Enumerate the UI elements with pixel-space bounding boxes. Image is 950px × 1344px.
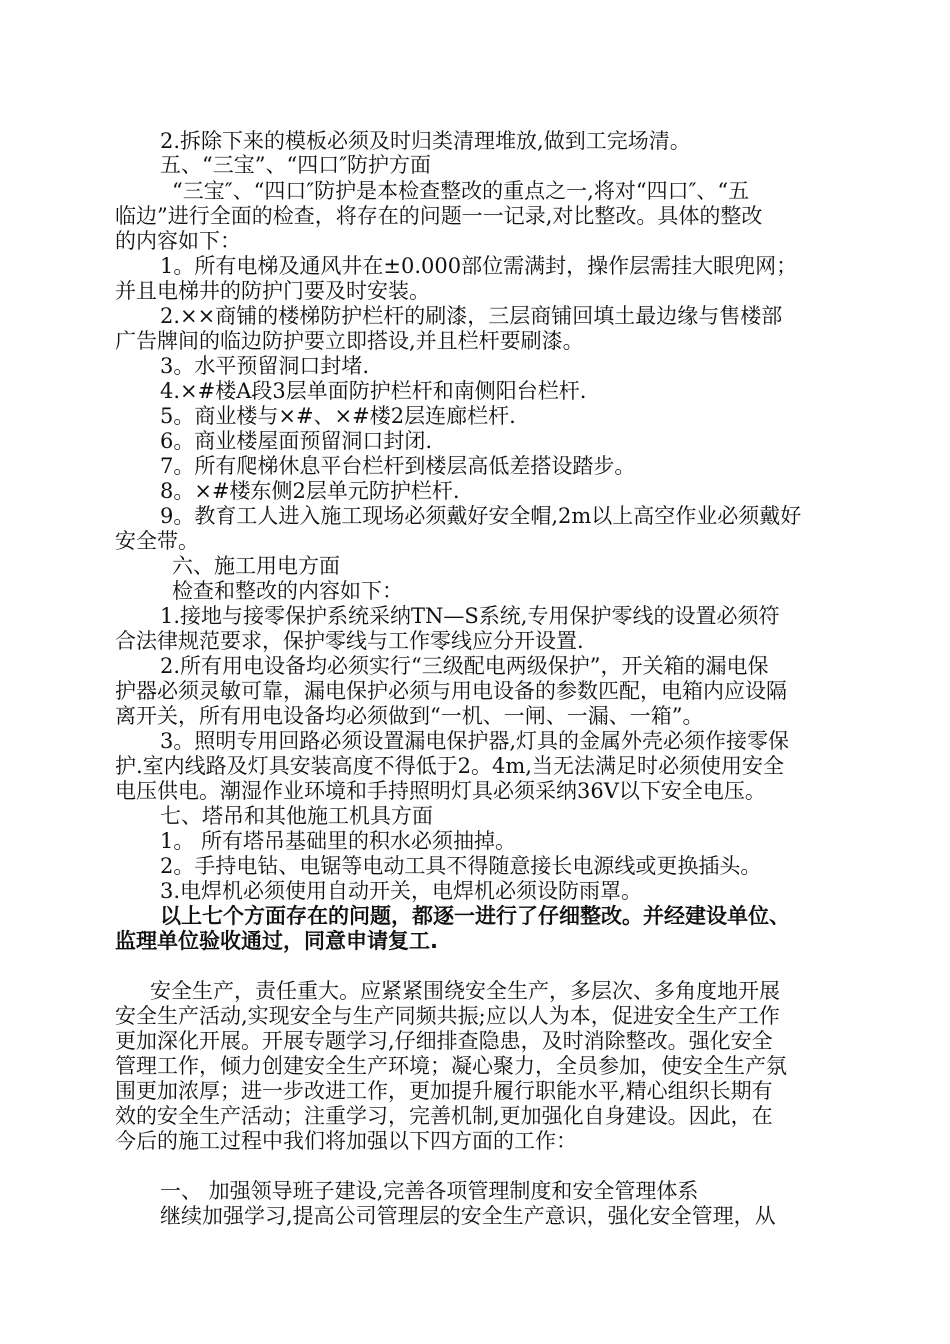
text-line: 2.所有用电设备均必须实行“三级配电两级保护”，开关箱的漏电保 [160,654,769,678]
text-line: 管理工作，倾力创建安全生产环境；凝心聚力，全员参加，使安全生产氛 [115,1054,787,1078]
text-line: 安全生产活动,实现安全与生产同频共振;应以人为本，促进安全生产工作 [115,1004,780,1028]
text-line: 2。手持电钻、电锯等电动工具不得随意接长电源线或更换插头。 [160,854,762,878]
text-line: 合法律规范要求，保护零线与工作零线应分开设置. [115,629,584,653]
section-heading: 六、施工用电方面 [172,554,340,578]
summary-bold-line: 监理单位验收通过，同意申请复工. [115,929,438,953]
text-line: 围更加浓厚；进一步改进工作，更加提升履行职能水平,精心组织长期有 [115,1079,773,1103]
section-heading: 五、“三宝”、“四口″防护方面 [160,153,432,177]
text-line: “三宝″、“四口″防护是本检查整改的重点之一,将对“四口″、“五 [172,179,750,203]
text-line: 2.拆除下来的模板必须及时归类清理堆放,做到工完场清。 [160,129,691,153]
text-line: 广告牌间的临边防护要立即搭设,并且栏杆要刷漆。 [115,329,584,353]
text-line: 3。照明专用回路必须设置漏电保护器,灯具的金属外壳必须作接零保 [160,729,790,753]
text-line: 更加深化开展。开展专题学习,仔细排查隐患，及时消除整改。强化安全 [115,1029,773,1053]
text-line: 并且电梯井的防护门要及时安装。 [115,279,430,303]
text-line: 6。商业楼屋面预留洞口封闭. [160,429,433,453]
section-heading: 一、 加强领导班子建设,完善各项管理制度和安全管理体系 [160,1179,699,1203]
text-line: 今后的施工过程中我们将加强以下四方面的工作： [115,1129,577,1153]
text-line: 检查和整改的内容如下： [172,579,403,603]
text-line: 效的安全生产活动；注重学习，完善机制,更加强化自身建设。因此，在 [115,1104,773,1128]
text-line: 8。×#楼东侧2层单元防护栏杆. [160,479,460,503]
section-heading: 七、塔吊和其他施工机具方面 [160,804,433,828]
text-line: 的内容如下： [115,229,241,253]
text-line: 1。 所有塔吊基础里的积水必须抽掉。 [160,829,517,853]
summary-bold-line: 以上七个方面存在的问题，都逐一进行了仔细整改。并经建设单位、 [160,904,790,928]
text-line: 5。商业楼与×#、×#楼2层连廊栏杆. [160,404,516,428]
text-line: 2.××商铺的楼梯防护栏杆的刷漆，三层商铺回填土最边缘与售楼部 [160,304,783,328]
text-line: 4.×#楼A段3层单面防护栏杆和南侧阳台栏杆. [160,379,587,403]
text-line: 3.电焊机必须使用自动开关，电焊机必须设防雨罩。 [160,879,643,903]
text-line: 9。教育工人进入施工现场必须戴好安全帽,2m以上高空作业必须戴好 [160,504,802,528]
text-line: 护.室内线路及灯具安装高度不得低于2。4m,当无法满足时必须使用安全 [115,754,784,778]
text-line: 7。所有爬梯休息平台栏杆到楼层高低差搭设踏步。 [160,454,636,478]
text-line: 护器必须灵敏可靠，漏电保护必须与用电设备的参数匹配，电箱内应设隔 [115,679,787,703]
text-line: 3。水平预留洞口封堵. [160,354,370,378]
text-line: 电压供电。潮湿作业环境和手持照明灯具必须采纳36V以下安全电压。 [115,779,766,803]
text-line: 1.接地与接零保护系统采纳TN—S系统,专用保护零线的设置必须符 [160,604,780,628]
text-line: 临边”进行全面的检查，将存在的问题一一记录,对比整改。具体的整改 [115,204,763,228]
text-line: 继续加强学习,提高公司管理层的安全生产意识，强化安全管理，从 [160,1204,776,1228]
text-line: 安全带。 [115,529,199,553]
text-line: 1。所有电梯及通风井在±0.000部位需满封，操作层需挂大眼兜网； [160,254,798,278]
text-line: 安全生产，责任重大。应紧紧围绕安全生产，多层次、多角度地开展 [150,979,780,1003]
text-line: 离开关，所有用电设备均必须做到“一机、一闸、一漏、一箱”。 [115,704,704,728]
